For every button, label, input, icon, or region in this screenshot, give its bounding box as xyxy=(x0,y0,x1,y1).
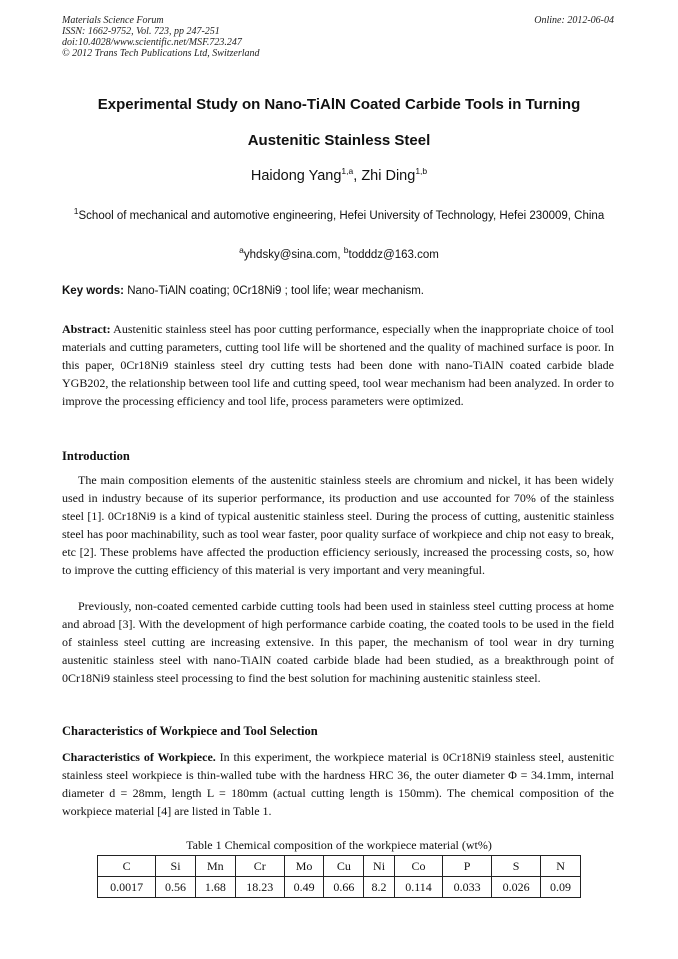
introduction-paragraph-2: Previously, non-coated cemented carbide cutting tools had been used in stainless steel cutting process at home and abroad [3]. With the development of high performance carbide coating, the coated tools to be used in the field of stainless steel cutting are increasing extensive. In this paper, the mechanism of tool wear in dry turning austenitic stainless steel with nano-TiAlN coated carbide blade had been studied, as a breakthrough point of 0Cr18Ni9 stainless steel processing to find the best solution for machining austenitic stainless steel. xyxy=(62,599,614,685)
table-cell: 8.2 xyxy=(364,877,395,898)
introduction-heading: Introduction xyxy=(62,449,130,463)
email-b[interactable]: todddz@163.com xyxy=(348,248,439,261)
affiliation-sup: 1 xyxy=(73,206,79,216)
author-emails xyxy=(62,245,616,261)
table-header-cell: C xyxy=(98,856,156,877)
table-header-cell: Cu xyxy=(324,856,364,877)
table-cell: 0.66 xyxy=(324,877,364,898)
online-date: Online: 2012-06-04 xyxy=(534,15,614,26)
author-1: Haidong Yang xyxy=(250,167,342,184)
table-header-cell: Mo xyxy=(284,856,324,877)
affiliation xyxy=(62,202,616,226)
composition-table xyxy=(97,855,581,898)
title-line-2: Austenitic Stainless Steel xyxy=(247,132,431,149)
table-header-cell: Ni xyxy=(364,856,395,877)
journal-doi: doi:10.4028/www.scientific.net/MSF.723.247 xyxy=(62,37,242,48)
table-row xyxy=(98,877,581,898)
author-list xyxy=(62,166,616,184)
section-heading-workpiece-tool: Characteristics of Workpiece and Tool Selection xyxy=(62,724,318,738)
journal-copyright: © 2012 Trans Tech Publications Ltd, Switzerland xyxy=(62,48,260,59)
author-1-sup: 1,a xyxy=(341,166,354,176)
table-header-cell: S xyxy=(492,856,541,877)
table-header-cell: P xyxy=(443,856,492,877)
abstract xyxy=(62,320,614,410)
table-cell: 0.114 xyxy=(394,877,442,898)
email-separator: , xyxy=(337,248,344,261)
table-cell: 0.026 xyxy=(492,877,541,898)
table-header-cell: Mn xyxy=(195,856,235,877)
author-2: Zhi Ding xyxy=(361,167,416,184)
author-separator: , xyxy=(353,167,362,184)
abstract-colon: : xyxy=(106,322,111,336)
table-1-caption: Table 1 Chemical composition of the workpiece material (wt%) xyxy=(186,838,492,852)
table-cell: 0.033 xyxy=(443,877,492,898)
abstract-text: Austenitic stainless steel has poor cutting performance, especially when the inappropriate choice of tool materials and cutting parameters, cutting tool life will be shortened and the quality of machined surface is poor. In this paper, 0Cr18Ni9 stainless steel dry cutting tests had been done with nano-TiAlN coated carbide blade YGB202, the relationship between tool life and cutting speed, tool wear mechanism had been analyzed. In order to improve the processing efficiency and tool life, process parameters were optimized. xyxy=(62,322,614,408)
table-cell: 0.56 xyxy=(156,877,196,898)
table-cell: 1.68 xyxy=(195,877,235,898)
journal-issn: ISSN: 1662-9752, Vol. 723, pp 247-251 xyxy=(62,26,220,37)
email-b-sup: b xyxy=(343,245,349,255)
table-cell: 18.23 xyxy=(235,877,284,898)
table-header-cell: Cr xyxy=(235,856,284,877)
workpiece-text: In this experiment, the workpiece material is 0Cr18Ni9 stainless steel, austenitic stainless steel workpiece is thin-walled tube with the hardness HRC 36, the outer diameter Φ = 34.1mm, internal diameter d = 28mm, length L = 180mm (actual cutting length is 150mm). The chemical composition of the workpiece material [4] are listed in Table 1. xyxy=(62,750,615,818)
table-cell: 0.0017 xyxy=(98,877,156,898)
title-line-1: Experimental Study on Nano-TiAlN Coated Carbide Tools in Turning xyxy=(97,96,581,113)
table-cell: 0.09 xyxy=(541,877,581,898)
introduction-paragraph-1: The main composition elements of the austenitic stainless steels are chromium and nickel, it has been widely used in industry because of its superior performance, its production and use accounted for 70% of the stainless steel [1]. 0Cr18Ni9 is a kind of typical austenitic stainless steel. During the process of cutting, austenitic stainless steel has poor machinability, such as tool wear faster, poor quality surface of workpiece and chip not easy to break, etc [2]. These problems have affected the production efficiency seriously, increased the processing costs, so, how to improve the cutting efficiency of this material is very important and very meaningful. xyxy=(62,473,614,577)
workpiece-subheading: Characteristics of Workpiece. xyxy=(62,750,216,764)
workpiece-paragraph xyxy=(62,748,614,820)
journal-name: Materials Science Forum xyxy=(62,15,164,26)
table-cell: 0.49 xyxy=(284,877,324,898)
table-header-cell: Co xyxy=(394,856,442,877)
paper-title xyxy=(62,87,616,159)
keywords xyxy=(62,285,616,297)
email-a-sup: a xyxy=(239,245,244,255)
email-a[interactable]: yhdsky@sina.com xyxy=(243,248,338,261)
table-header-cell: N xyxy=(541,856,581,877)
keywords-text: Nano-TiAlN coating; 0Cr18Ni9 ; tool life; wear mechanism. xyxy=(124,285,424,297)
keywords-label: Key words: xyxy=(62,285,124,297)
table-header-row xyxy=(98,856,581,877)
abstract-label: Abstract xyxy=(62,322,107,336)
author-2-sup: 1,b xyxy=(415,166,428,176)
journal-header xyxy=(62,15,260,59)
affiliation-text: School of mechanical and automotive engineering, Hefei University of Technology, Hefei 230009, China xyxy=(78,209,605,222)
table-header-cell: Si xyxy=(156,856,196,877)
